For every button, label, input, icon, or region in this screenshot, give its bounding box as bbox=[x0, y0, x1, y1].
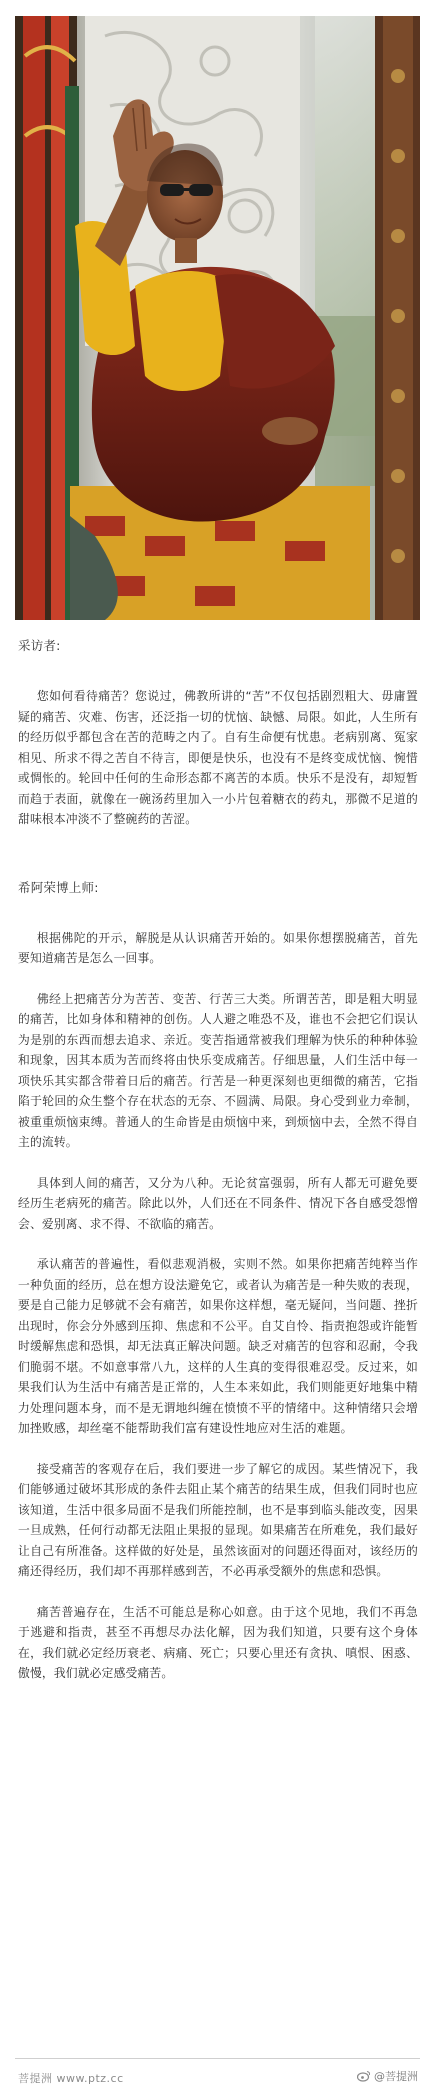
section-divider-space bbox=[18, 850, 418, 878]
monk-photo bbox=[15, 16, 420, 620]
weibo-icon bbox=[357, 2070, 371, 2082]
answer-paragraph: 痛苦普遍存在，生活不可能总是称心如意。由于这个见地，我们不再急于逃避和指责，甚至不再想尽办法化解，因为我们知道，只要有这个身体在，我们就必定经历衰老、病痛、死亡；只要心里还有贪执、嗔恨、困惑、傲慢，我们就必定感受痛苦。 bbox=[18, 1604, 418, 1680]
answer-paragraph: 具体到人间的痛苦，又分为八种。无论贫富强弱，所有人都无可避免要经历生老病死的痛苦。除此以外，人们还在不同条件、情况下各自感受怨憎会、爱别离、求不得、不欲临的痛苦。 bbox=[18, 1175, 418, 1231]
answer-paragraph: 根据佛陀的开示，解脱是从认识痛苦开始的。如果你想摆脱痛苦，首先要知道痛苦是怎么一回事。 bbox=[18, 930, 418, 965]
answer-paragraph: 佛经上把痛苦分为苦苦、变苦、行苦三大类。所谓苦苦，即是粗大明显的痛苦，比如身体和精神的创伤。人人避之唯恐不及，谁也不会把它们误认为是别的东西而想去追求、亲近。变苦指通常被我们理解为快乐的种种体验和现象，因其本质为苦而终将由快乐变成痛苦。仔细思量，人们生活中每一项快乐其实都含带着日后的痛苦。行苦是一种更深刻也更细微的痛苦，它指陷于轮回的众生整个存在状态的无奈、不圆满、局限。身心受到业力牵制，被重重烦恼束缚。普通人的生命皆是由烦恼中来，到烦恼中去，全然不得自主的流转。 bbox=[18, 991, 418, 1149]
article-body bbox=[18, 636, 418, 1704]
interviewer-label: 采访者: bbox=[18, 638, 61, 653]
answer-paragraph: 接受痛苦的客观存在后，我们要进一步了解它的成因。某些情况下，我们能够通过破坏其形成的条件去阻止某个痛苦的结果生成，但我们同时也应该知道，生活中很多局面不是我们所能控制，也不是事到临头能改变，因果一旦成熟，任何行动都无法阻止果报的显现。如果痛苦在所难免，我们最好让自己有所准备。这样做的好处是，虽然该面对的问题还得面对，该经历的痛还得经历，我们却不再那样感到苦，不必再承受额外的焦虑和恐惧。 bbox=[18, 1461, 418, 1578]
site-watermark: 菩提洲 www.ptz.cc bbox=[18, 2072, 124, 2085]
footer bbox=[15, 2058, 420, 2088]
weibo-watermark bbox=[357, 2068, 418, 2084]
answer-paragraph: 承认痛苦的普遍性，看似悲观消极，实则不然。如果你把痛苦纯粹当作一种负面的经历，总在想方设法避免它，或者认为痛苦是一种失败的表现，要是自己能力足够就不会有痛苦，如果你这样想，毫无疑问，当问题、挫折出现时，你会分外感到压抑、焦虑和不公平。自艾自怜、指责抱怨或许能暂时缓解焦虑和恐惧，却无法真正解决问题。缺乏对痛苦的包容和忍耐，令我们脆弱不堪。不如意事常八九，这样的人生真的变得很难忍受。反过来，如果我们认为生活中有痛苦是正常的，人生本来如此，我们则能更好地集中精力处理问题本身，而不是无谓地纠缠在愤愤不平的情绪中。这种情绪只会增加挫败感，却丝毫不能帮助我们富有建设性地应对生活的难题。 bbox=[18, 1257, 418, 1435]
weibo-handle: @菩提洲 bbox=[374, 2070, 418, 2083]
question-paragraph: 您如何看待痛苦？您说过，佛教所讲的“苦”不仅包括剧烈粗大、毋庸置疑的痛苦、灾难、伤害，还泛指一切的忧恼、缺憾、局限。如此，人生所有的经历似乎都包含在苦的范畴之内了。自有生命便有忧患。老病别离、冤家相见、所求不得之苦自不待言，即便是快乐，也没有不是终变成忧恼、惋惜或惆怅的。轮回中任何的生命形态都不离苦的本质。快乐不是没有，却短暂而趋于表面，就像在一碗汤药里加入一小片包着糖衣的药丸，那微不足道的甜味根本冲淡不了整碗药的苦涩。 bbox=[18, 689, 418, 826]
footer-divider bbox=[15, 2058, 420, 2059]
monk-photo-illustration bbox=[15, 16, 420, 620]
speaker-label: 希阿荣博上师: bbox=[18, 879, 99, 895]
